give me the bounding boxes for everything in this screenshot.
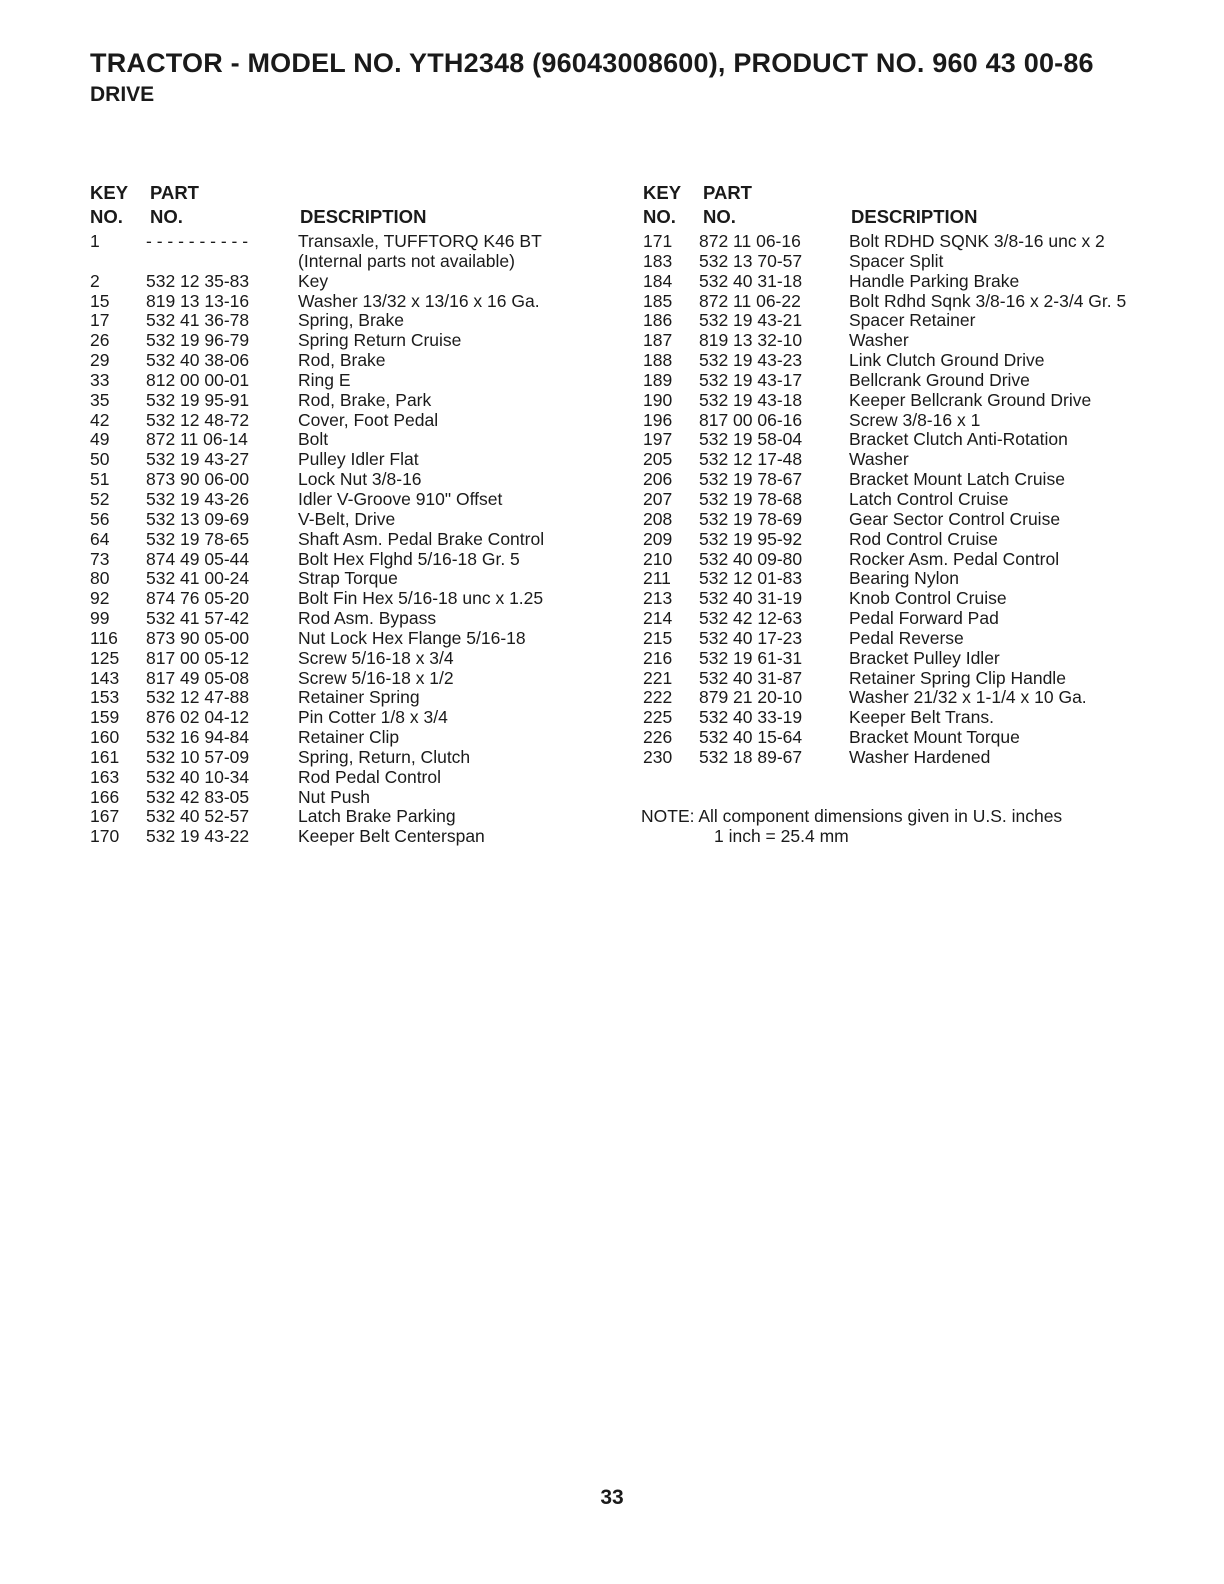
table-row <box>641 609 1161 629</box>
key-number: 80 <box>90 568 110 589</box>
part-number: 532 19 43-17 <box>699 369 803 390</box>
key-number: 214 <box>643 608 673 629</box>
part-number: 532 40 31-18 <box>699 270 803 291</box>
part-description: Pedal Reverse <box>849 627 964 648</box>
part-description: Retainer Spring Clip Handle <box>849 667 1066 688</box>
table-row <box>88 272 608 292</box>
key-number: 209 <box>643 528 673 549</box>
part-description: Bolt RDHD SQNK 3/8-16 unc x 2 <box>849 231 1105 251</box>
key-number: 160 <box>90 727 120 748</box>
key-number: 42 <box>90 409 110 430</box>
part-description: Rod, Brake, Park <box>298 389 432 410</box>
part-description: V-Belt, Drive <box>298 508 396 529</box>
part-description: (Internal parts not available) <box>298 250 515 271</box>
key-number: 143 <box>90 667 120 688</box>
key-number: 92 <box>90 588 110 609</box>
part-number: 874 76 05-20 <box>146 588 250 609</box>
part-number: 872 11 06-22 <box>699 290 801 311</box>
part-description: Screw 5/16-18 x 3/4 <box>298 647 454 668</box>
part-number: 532 41 36-78 <box>146 310 250 331</box>
part-number: 532 40 15-64 <box>699 727 803 748</box>
part-number: 872 11 06-16 <box>699 231 801 251</box>
key-number: 196 <box>643 409 673 430</box>
key-number: 183 <box>643 250 673 271</box>
part-number: - - - - - - - - - - <box>146 231 249 251</box>
part-number: 532 40 33-19 <box>699 707 803 728</box>
part-number: 532 19 43-23 <box>699 350 803 371</box>
part-description: Rocker Asm. Pedal Control <box>849 548 1060 569</box>
key-number: 211 <box>643 568 671 589</box>
table-row <box>641 748 1161 768</box>
key-number: 52 <box>90 488 110 509</box>
part-description: Bellcrank Ground Drive <box>849 369 1030 390</box>
key-number: 49 <box>90 429 110 450</box>
key-number: 159 <box>90 707 120 728</box>
part-description: Bracket Pulley Idler <box>849 647 1000 668</box>
part-number: 532 19 78-68 <box>699 488 803 509</box>
key-number: 1 <box>90 231 100 251</box>
table-row <box>641 550 1161 570</box>
part-description: Pedal Forward Pad <box>849 608 999 629</box>
part-number: 532 40 52-57 <box>146 806 250 827</box>
part-number: 812 00 00-01 <box>146 369 250 390</box>
part-description: Washer 13/32 x 13/16 x 16 Ga. <box>298 290 540 311</box>
table-row <box>88 430 608 450</box>
table-row <box>641 569 1161 589</box>
part-description: Keeper Belt Centerspan <box>298 826 485 847</box>
table-row <box>88 589 608 609</box>
part-number: 817 49 05-08 <box>146 667 250 688</box>
table-row <box>88 748 608 768</box>
part-number: 532 13 09-69 <box>146 508 250 529</box>
part-description: Latch Control Cruise <box>849 488 1009 509</box>
table-row <box>88 391 608 411</box>
table-row <box>88 351 608 371</box>
key-number: 221 <box>643 667 673 688</box>
key-number: 230 <box>643 746 673 767</box>
part-number: 873 90 06-00 <box>146 469 250 490</box>
part-number: 532 13 70-57 <box>699 250 803 271</box>
part-number: 532 12 17-48 <box>699 449 803 470</box>
part-number: 532 12 48-72 <box>146 409 250 430</box>
part-description: Washer <box>849 330 909 351</box>
part-description: Rod Asm. Bypass <box>298 608 437 629</box>
part-description: Nut Lock Hex Flange 5/16-18 <box>298 627 526 648</box>
header-part-no-label: NO. <box>150 206 183 227</box>
key-number: 197 <box>643 429 673 450</box>
table-row <box>88 807 608 827</box>
dimension-note <box>641 806 1062 846</box>
part-number: 532 19 78-67 <box>699 469 803 490</box>
table-row <box>641 669 1161 689</box>
part-number: 532 42 83-05 <box>146 786 250 807</box>
key-number: 56 <box>90 508 110 529</box>
table-row <box>88 688 608 708</box>
part-description: Key <box>298 270 329 291</box>
table-row <box>641 252 1161 272</box>
part-number: 873 90 05-00 <box>146 627 250 648</box>
table-row <box>88 450 608 470</box>
part-description: Cover, Foot Pedal <box>298 409 439 430</box>
part-description: Spacer Split <box>849 250 944 271</box>
table-row <box>88 788 608 808</box>
table-row <box>641 510 1161 530</box>
table-row <box>641 728 1161 748</box>
table-row <box>641 391 1161 411</box>
table-row <box>641 351 1161 371</box>
table-row <box>641 688 1161 708</box>
table-row <box>88 510 608 530</box>
part-description: Idler V-Groove 910" Offset <box>298 488 503 509</box>
part-number: 532 41 00-24 <box>146 568 250 589</box>
key-number: 189 <box>643 369 673 390</box>
table-row <box>88 649 608 669</box>
key-number: 33 <box>90 369 110 390</box>
table-row <box>641 530 1161 550</box>
key-number: 35 <box>90 389 110 410</box>
part-description: Bolt <box>298 429 329 450</box>
part-number: 532 19 43-22 <box>146 826 250 847</box>
key-number: 116 <box>90 627 118 648</box>
key-number: 225 <box>643 707 673 728</box>
part-description: Keeper Bellcrank Ground Drive <box>849 389 1092 410</box>
table-row <box>88 232 608 252</box>
key-number: 216 <box>643 647 673 668</box>
table-row <box>88 550 608 570</box>
part-number: 532 12 01-83 <box>699 568 803 589</box>
key-number: 170 <box>90 826 120 847</box>
part-description: Pin Cotter 1/8 x 3/4 <box>298 707 448 728</box>
table-row <box>88 768 608 788</box>
part-description: Retainer Clip <box>298 727 400 748</box>
part-description: Rod Control Cruise <box>849 528 998 549</box>
header-key-no-label: NO. <box>90 206 123 227</box>
part-number: 532 19 43-18 <box>699 389 803 410</box>
part-number: 872 11 06-14 <box>146 429 248 450</box>
part-description: Spacer Retainer <box>849 310 976 331</box>
part-number: 879 21 20-10 <box>699 687 803 708</box>
part-description: Gear Sector Control Cruise <box>849 508 1061 529</box>
table-row <box>88 252 608 272</box>
key-number: 213 <box>643 588 673 609</box>
part-description: Latch Brake Parking <box>298 806 456 827</box>
part-number: 532 18 89-67 <box>699 746 803 767</box>
key-number: 187 <box>643 330 673 351</box>
table-row <box>88 827 608 847</box>
part-number: 532 12 47-88 <box>146 687 250 708</box>
part-number: 532 19 43-27 <box>146 449 250 470</box>
part-number: 532 40 38-06 <box>146 350 250 371</box>
key-number: 17 <box>90 310 110 331</box>
key-number: 163 <box>90 766 120 787</box>
part-description: Nut Push <box>298 786 370 807</box>
header-description-label: DESCRIPTION <box>300 206 427 227</box>
table-row <box>641 411 1161 431</box>
part-number: 532 40 10-34 <box>146 766 250 787</box>
part-number: 532 42 12-63 <box>699 608 803 629</box>
header-key-label: KEY <box>643 182 682 203</box>
part-number: 532 41 57-42 <box>146 608 250 629</box>
key-number: 161 <box>90 746 120 767</box>
table-row <box>641 589 1161 609</box>
part-description: Rod Pedal Control <box>298 766 441 787</box>
note-line-1: NOTE: All component dimensions given in U.S. inches <box>641 806 1063 826</box>
key-number: 73 <box>90 548 110 569</box>
table-row <box>88 629 608 649</box>
key-number: 188 <box>643 350 673 371</box>
part-number: 532 16 94-84 <box>146 727 250 748</box>
table-row <box>88 669 608 689</box>
key-number: 186 <box>643 310 673 331</box>
part-description: Transaxle, TUFFTORQ K46 BT <box>298 231 542 251</box>
table-row <box>641 490 1161 510</box>
key-number: 166 <box>90 786 120 807</box>
part-description: Bracket Clutch Anti-Rotation <box>849 429 1068 450</box>
key-number: 15 <box>90 290 110 311</box>
part-number: 532 19 43-26 <box>146 488 250 509</box>
key-number: 207 <box>643 488 673 509</box>
table-row <box>641 430 1161 450</box>
part-number: 532 40 17-23 <box>699 627 803 648</box>
part-description: Bracket Mount Latch Cruise <box>849 469 1065 490</box>
part-description: Rod, Brake <box>298 350 386 371</box>
key-number: 29 <box>90 350 110 371</box>
part-description: Bracket Mount Torque <box>849 727 1020 748</box>
table-row <box>88 490 608 510</box>
key-number: 167 <box>90 806 120 827</box>
part-number: 532 19 78-65 <box>146 528 250 549</box>
table-row <box>641 649 1161 669</box>
table-row <box>641 629 1161 649</box>
part-description: Spring, Brake <box>298 310 405 331</box>
part-description: Bolt Fin Hex 5/16-18 unc x 1.25 <box>298 588 544 609</box>
part-description: Spring, Return, Clutch <box>298 746 471 767</box>
key-number: 206 <box>643 469 673 490</box>
part-description: Ring E <box>298 369 351 390</box>
table-row <box>641 708 1161 728</box>
table-row <box>88 609 608 629</box>
key-number: 205 <box>643 449 673 470</box>
key-number: 190 <box>643 389 673 410</box>
table-row <box>641 311 1161 331</box>
table-row <box>88 470 608 490</box>
part-description: Shaft Asm. Pedal Brake Control <box>298 528 545 549</box>
key-number: 215 <box>643 627 673 648</box>
key-number: 99 <box>90 608 110 629</box>
part-description: Bolt Rdhd Sqnk 3/8-16 x 2-3/4 Gr. 5 <box>849 290 1127 311</box>
table-row <box>88 411 608 431</box>
section-subtitle: DRIVE <box>90 83 155 106</box>
part-description: Spring Return Cruise <box>298 330 462 351</box>
part-number: 532 19 78-69 <box>699 508 803 529</box>
table-row <box>88 569 608 589</box>
table-row <box>88 331 608 351</box>
part-description: Bearing Nylon <box>849 568 959 589</box>
page-title: TRACTOR - MODEL NO. YTH2348 (96043008600), PRODUCT NO. 960 43 00-86 <box>90 48 1094 78</box>
part-number: 532 19 61-31 <box>699 647 803 668</box>
part-number: 876 02 04-12 <box>146 707 250 728</box>
part-number: 532 10 57-09 <box>146 746 250 767</box>
key-number: 222 <box>643 687 673 708</box>
part-number: 819 13 13-16 <box>146 290 250 311</box>
table-row <box>88 708 608 728</box>
parts-list-left <box>88 232 608 847</box>
header-key-no-label: NO. <box>643 206 676 227</box>
part-description: Knob Control Cruise <box>849 588 1007 609</box>
part-number: 532 19 58-04 <box>699 429 803 450</box>
part-number: 817 00 05-12 <box>146 647 250 668</box>
part-description: Retainer Spring <box>298 687 420 708</box>
table-row <box>641 450 1161 470</box>
part-description: Washer Hardened <box>849 746 991 767</box>
key-number: 26 <box>90 330 110 351</box>
part-description: Strap Torque <box>298 568 398 589</box>
header-part-label: PART <box>150 182 199 203</box>
key-number: 2 <box>90 270 100 291</box>
part-description: Washer <box>849 449 909 470</box>
header-part-no-label: NO. <box>703 206 736 227</box>
table-row <box>641 232 1161 252</box>
table-row <box>641 292 1161 312</box>
part-number: 532 12 35-83 <box>146 270 250 291</box>
part-description: Link Clutch Ground Drive <box>849 350 1045 371</box>
part-description: Handle Parking Brake <box>849 270 1020 291</box>
key-number: 208 <box>643 508 673 529</box>
part-number: 532 40 09-80 <box>699 548 803 569</box>
part-description: Keeper Belt Trans. <box>849 707 994 728</box>
part-description: Bolt Hex Flghd 5/16-18 Gr. 5 <box>298 548 520 569</box>
key-number: 184 <box>643 270 673 291</box>
part-number: 817 00 06-16 <box>699 409 803 430</box>
part-number: 532 19 96-79 <box>146 330 250 351</box>
parts-table-left <box>88 182 608 847</box>
key-number: 125 <box>90 647 120 668</box>
part-description: Screw 5/16-18 x 1/2 <box>298 667 454 688</box>
table-header-left <box>88 182 608 232</box>
table-row <box>641 371 1161 391</box>
key-number: 50 <box>90 449 110 470</box>
table-row <box>88 728 608 748</box>
key-number: 153 <box>90 687 120 708</box>
part-number: 819 13 32-10 <box>699 330 803 351</box>
key-number: 51 <box>90 469 110 490</box>
table-row <box>88 292 608 312</box>
part-number: 532 40 31-19 <box>699 588 803 609</box>
parts-list-right <box>641 232 1161 768</box>
part-number: 532 19 95-92 <box>699 528 803 549</box>
part-number: 874 49 05-44 <box>146 548 250 569</box>
part-description: Washer 21/32 x 1-1/4 x 10 Ga. <box>849 687 1087 708</box>
part-description: Screw 3/8-16 x 1 <box>849 409 981 430</box>
part-number: 532 19 43-21 <box>699 310 803 331</box>
page-number: 33 <box>600 1486 624 1509</box>
parts-table-right <box>641 182 1161 768</box>
note-line-2: 1 inch = 25.4 mm <box>714 826 849 846</box>
table-row <box>88 371 608 391</box>
key-number: 210 <box>643 548 673 569</box>
part-number: 532 40 31-87 <box>699 667 803 688</box>
part-number: 532 19 95-91 <box>146 389 250 410</box>
key-number: 64 <box>90 528 110 549</box>
part-description: Lock Nut 3/8-16 <box>298 469 422 490</box>
key-number: 185 <box>643 290 673 311</box>
table-row <box>641 331 1161 351</box>
key-number: 226 <box>643 727 673 748</box>
table-row <box>88 311 608 331</box>
header-key-label: KEY <box>90 182 129 203</box>
header-part-label: PART <box>703 182 752 203</box>
table-row <box>641 272 1161 292</box>
table-row <box>88 530 608 550</box>
table-header-right <box>641 182 1161 232</box>
part-description: Pulley Idler Flat <box>298 449 419 470</box>
key-number: 171 <box>643 231 673 251</box>
header-description-label: DESCRIPTION <box>851 206 978 227</box>
table-row <box>641 470 1161 490</box>
